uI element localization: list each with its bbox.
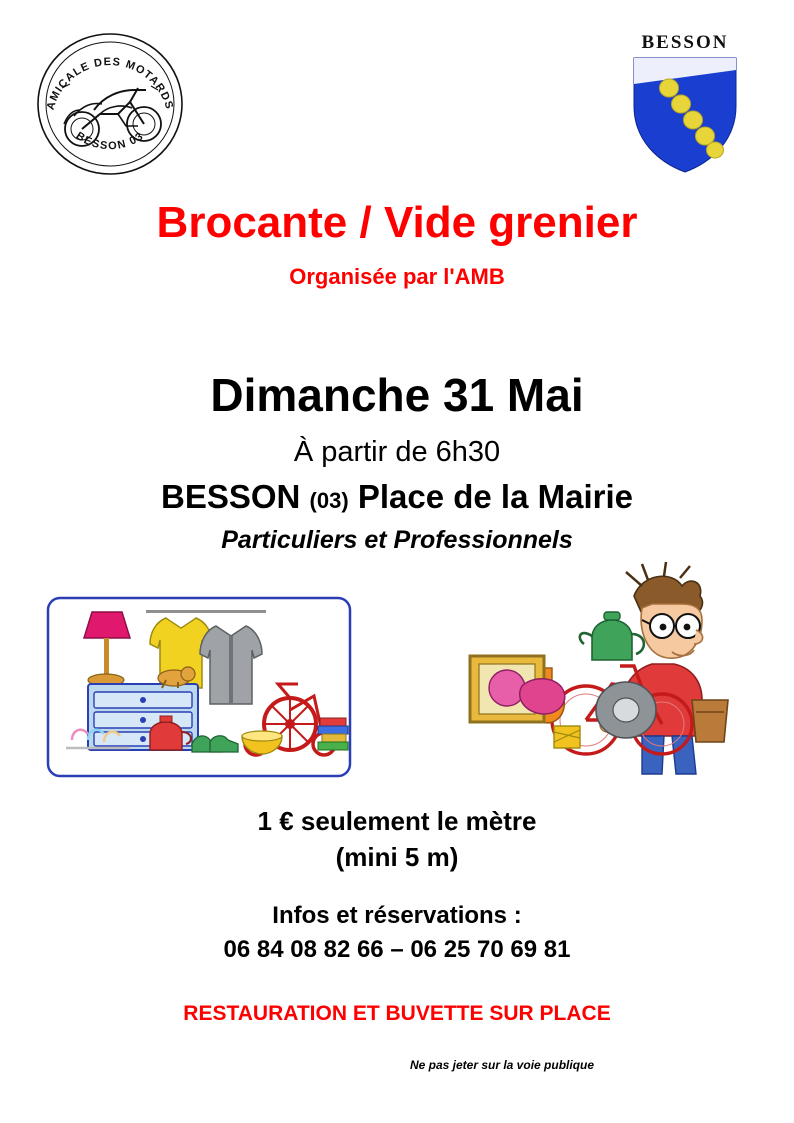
contact-phones: 06 84 08 82 66 – 06 25 70 69 81 <box>223 936 571 963</box>
svg-text:BESSON: BESSON <box>641 32 729 53</box>
svg-text:AMICALE DES MOTARDS: AMICALE DES MOTARDS <box>44 55 176 112</box>
event-place-venue: Place de la Mairie <box>357 478 633 515</box>
price-minimum-text: (mini 5 m) <box>335 842 459 872</box>
catering-notice: RESTAURATION ET BUVETTE SUR PLACE <box>183 1002 611 1025</box>
event-audience: Particuliers et Professionnels <box>221 526 573 554</box>
event-place-dept: (03) <box>309 488 349 513</box>
page-title: Brocante / Vide grenier <box>156 198 638 247</box>
flea-market-furniture-illustration <box>46 592 352 782</box>
motorcycle-club-emblem-icon <box>34 28 186 180</box>
event-time: À partir de 6h30 <box>293 436 501 468</box>
legal-notice <box>0 1058 794 1072</box>
organizer-line: Organisée par l'AMB <box>289 264 505 289</box>
event-place-town: BESSON <box>161 478 301 515</box>
svg-text:BESSON 03: BESSON 03 <box>73 129 147 153</box>
flea-market-seller-illustration <box>466 560 732 782</box>
contact-label: Infos et réservations : <box>272 902 522 929</box>
legal-notice-text: Ne pas jeter sur la voie publique <box>409 1058 595 1072</box>
event-date: Dimanche 31 Mai <box>210 369 584 421</box>
town-coat-of-arms-icon <box>620 28 750 176</box>
event-place <box>0 478 794 516</box>
price-text: 1 € seulement le mètre <box>257 806 537 836</box>
